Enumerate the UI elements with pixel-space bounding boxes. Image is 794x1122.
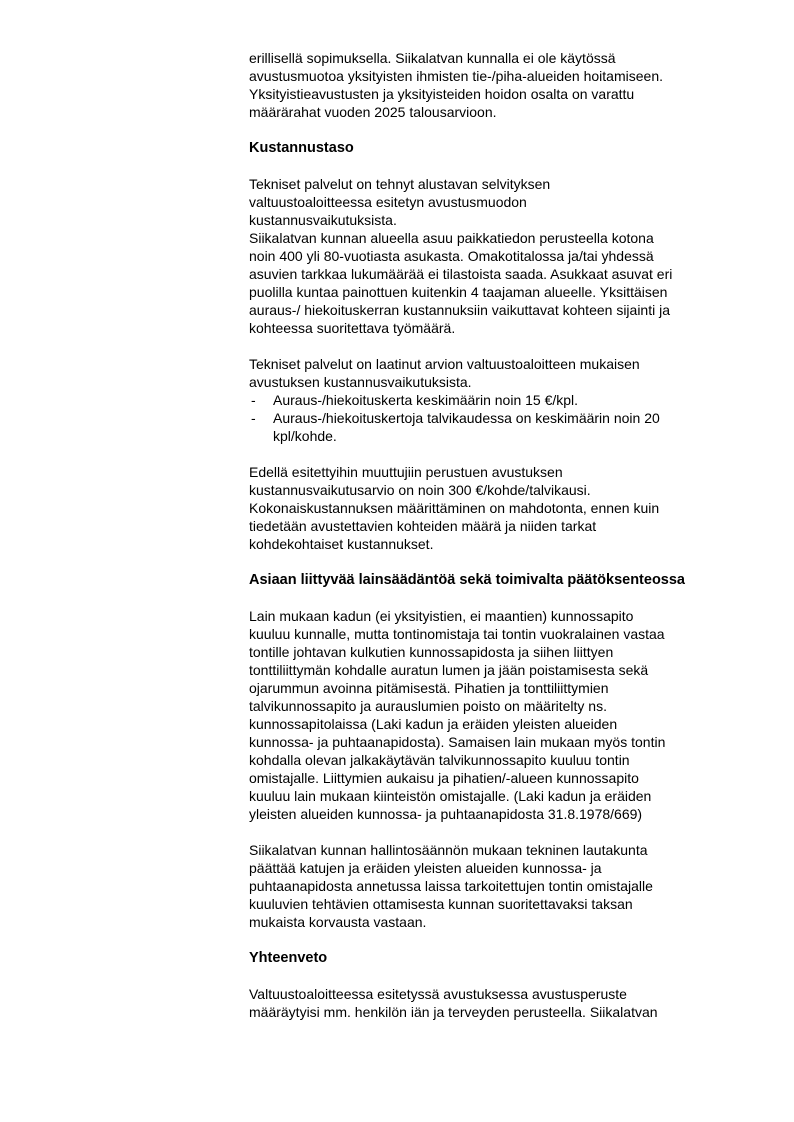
intro-paragraph <box>249 49 749 121</box>
document-page <box>249 49 749 1021</box>
text-line: tiedetään avustettavien kohteiden määrä ja niiden tarkat <box>249 518 597 534</box>
dash-bullet: - <box>251 410 256 426</box>
text-line: määrärahat vuoden 2025 talousarvioon. <box>249 104 497 120</box>
text-line: Lain mukaan kadun (ei yksityistien, ei maantien) kunnossapito <box>249 608 634 624</box>
text-line: Valtuustoaloitteessa esitetyssä avustuksessa avustusperuste <box>249 986 627 1002</box>
section-heading-yhteenveto: Yhteenveto <box>249 950 328 966</box>
kustannustaso-paragraph-1 <box>249 175 749 337</box>
text-line: noin 400 yli 80-vuotiasta asukasta. Omakotitalossa ja/tai yhdessä <box>249 248 654 264</box>
kustannustaso-paragraph-3 <box>249 463 749 553</box>
text-line: kustannusvaikutusarvio on noin 300 €/kohde/talvikausi. <box>249 482 591 498</box>
text-line: omistajalle. Liittymien aukaisu ja pihatien/-alueen kunnossapito <box>249 770 639 786</box>
text-line: auraus-/ hiekoituskerran kustannuksiin vaikuttavat kohteen sijainti ja <box>249 302 671 318</box>
text-line: puhtaanapidosta annetussa laissa tarkoitettujen tontin omistajalle <box>249 878 653 894</box>
lainsaadanto-paragraph-2 <box>249 841 749 931</box>
text-line: kustannusvaikutuksista. <box>249 212 397 228</box>
section-heading-lainsaadanto: Asiaan liittyvää lainsäädäntöä sekä toimivalta päätöksenteossa <box>249 572 685 588</box>
text-line: kohteessa suoritettava työmäärä. <box>249 320 456 336</box>
text-line: mukaista korvausta vastaan. <box>249 914 427 930</box>
text-line: päättää katujen ja eräiden yleisten alueiden kunnossa- ja <box>249 860 602 876</box>
text-line: Kokonaiskustannuksen määrittäminen on mahdotonta, ennen kuin <box>249 500 660 516</box>
text-line: Auraus-/hiekoituskerta keskimäärin noin 15 €/kpl. <box>273 392 579 408</box>
cost-estimate-list <box>249 391 749 445</box>
text-line: tonttiliittymän kohdalle auratun lumen ja jään poistamisesta sekä <box>249 662 649 678</box>
text-line: Siikalatvan kunnan hallintosäännön mukaan tekninen lautakunta <box>249 842 648 858</box>
text-line: Auraus-/hiekoituskertoja talvikaudessa on keskimäärin noin 20 <box>273 410 660 426</box>
text-line: Edellä esitettyihin muuttujiin perustuen avustuksen <box>249 464 563 480</box>
dash-bullet: - <box>251 392 256 408</box>
text-line: asuvien tarkkaa lukumäärää ei tilastoista saada. Asukkaat asuvat eri <box>249 266 673 282</box>
text-line: puolilla kuntaa painottuen kuitenkin 4 taajaman alueelle. Yksittäisen <box>249 284 668 300</box>
text-line: kpl/kohde. <box>273 428 337 444</box>
text-line: ojarummun avoinna pitämisestä. Pihatien ja tonttiliittymien <box>249 680 609 696</box>
text-line: kunnossa- ja puhtaanapidosta). Samaisen lain mukaan myös tontin <box>249 734 666 750</box>
list-item <box>249 409 749 445</box>
text-line: tontille johtavan kulkutien kunnossapidosta ja siihen liittyen <box>249 644 614 660</box>
text-line: kohdekohtaiset kustannukset. <box>249 536 434 552</box>
section-heading-kustannustaso: Kustannustaso <box>249 140 354 156</box>
text-line: yleisten alueiden kunnossa- ja puhtaanapidosta 31.8.1978/669) <box>249 806 643 822</box>
text-line: kuuluu kunnalle, mutta tontinomistaja tai tontin vuokralainen vastaa <box>249 626 665 642</box>
text-line: kunnossapitolaissa (Laki kadun ja eräiden yleisten alueiden <box>249 716 618 732</box>
text-line: avustuksen kustannusvaikutuksista. <box>249 374 472 390</box>
text-line: Yksityistieavustusten ja yksityisteiden hoidon osalta on varattu <box>249 86 635 102</box>
text-line: valtuustoaloitteessa esitetyn avustusmuodon <box>249 194 527 210</box>
list-item <box>249 391 749 409</box>
yhteenveto-paragraph-1 <box>249 985 749 1021</box>
text-line: määräytyisi mm. henkilön iän ja terveyden perusteella. Siikalatvan <box>249 1004 658 1020</box>
text-line: erillisellä sopimuksella. Siikalatvan kunnalla ei ole käytössä <box>249 50 616 66</box>
text-line: kohdalla olevan jalkakäytävän talvikunnossapito kuuluu tontin <box>249 752 630 768</box>
text-line: Siikalatvan kunnan alueella asuu paikkatiedon perusteella kotona <box>249 230 654 246</box>
text-line: kuuluvien tehtävien ottamisesta kunnan suoritettavaksi taksan <box>249 896 633 912</box>
text-line: Tekniset palvelut on laatinut arvion valtuustoaloitteen mukaisen <box>249 356 640 372</box>
text-line: kuuluu lain mukaan kiinteistön omistajalle. (Laki kadun ja eräiden <box>249 788 652 804</box>
text-line: Tekniset palvelut on tehnyt alustavan selvityksen <box>249 176 551 192</box>
lainsaadanto-paragraph-1 <box>249 607 749 823</box>
kustannustaso-paragraph-2 <box>249 355 749 391</box>
text-line: talvikunnossapito ja aurauslumien poisto on määritelty ns. <box>249 698 607 714</box>
text-line: avustusmuotoa yksityisten ihmisten tie-/piha-alueiden hoitamiseen. <box>249 68 663 84</box>
